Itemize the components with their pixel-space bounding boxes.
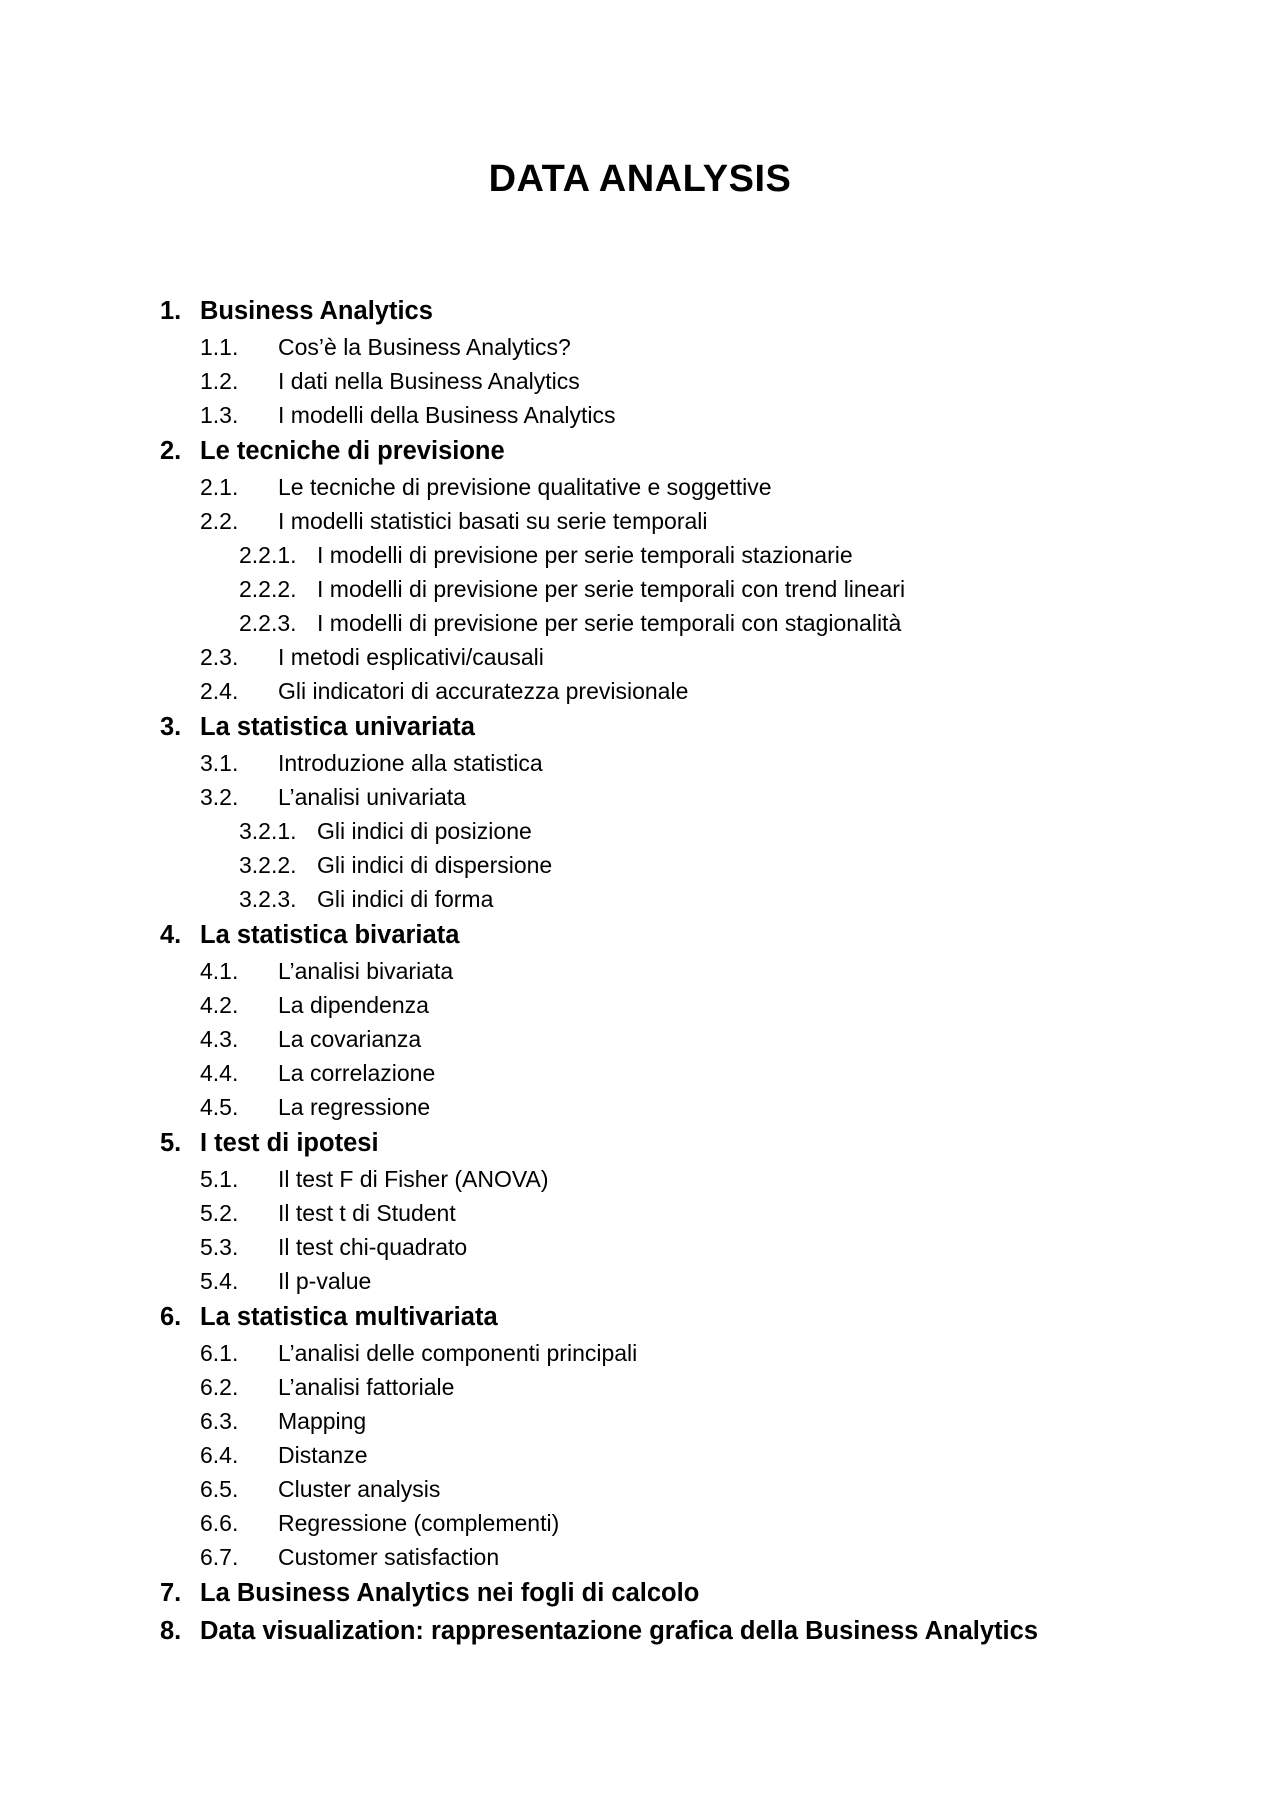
toc-section-number: 4.2. xyxy=(200,992,239,1018)
toc-subsection xyxy=(160,606,1200,640)
toc-section-title: L’analisi fattoriale xyxy=(278,1374,455,1400)
toc-section-number: 2.4. xyxy=(200,678,239,704)
toc-section-title: Customer satisfaction xyxy=(278,1544,500,1570)
toc-section-number: 6.3. xyxy=(200,1408,239,1434)
toc-section xyxy=(160,1196,1200,1230)
toc-section-number: 5.2. xyxy=(200,1200,239,1226)
toc-section xyxy=(160,1162,1200,1196)
toc-chapter-title: La statistica univariata xyxy=(200,713,475,741)
toc-section-title: Le tecniche di previsione qualitative e soggettive xyxy=(278,474,772,500)
toc-section xyxy=(160,746,1200,780)
toc-section xyxy=(160,1022,1200,1056)
toc-section-title: Regressione (complementi) xyxy=(278,1510,560,1536)
toc-section-title: L’analisi delle componenti principali xyxy=(278,1340,638,1366)
toc-section xyxy=(160,1370,1200,1404)
toc-chapter-number: 2. xyxy=(160,437,182,465)
toc-section-title: Cluster analysis xyxy=(278,1476,441,1502)
toc-chapter-title: Le tecniche di previsione xyxy=(200,437,505,465)
toc-subsection-number: 3.2.3. xyxy=(239,886,297,912)
toc-section xyxy=(160,674,1200,708)
toc-section-number: 1.3. xyxy=(200,402,239,428)
toc-subsection-title: Gli indici di dispersione xyxy=(317,852,553,878)
toc-section-number: 6.1. xyxy=(200,1340,239,1366)
toc-section-number: 6.7. xyxy=(200,1544,239,1570)
toc-section-title: Introduzione alla statistica xyxy=(278,750,543,776)
toc-section-title: Mapping xyxy=(278,1408,367,1434)
toc-section-number: 4.3. xyxy=(200,1026,239,1052)
toc-subsection xyxy=(160,814,1200,848)
toc-subsection-number: 3.2.1. xyxy=(239,818,297,844)
toc-subsection-number: 2.2.1. xyxy=(239,542,297,568)
table-of-contents xyxy=(160,292,1200,1650)
toc-section-number: 4.1. xyxy=(200,958,239,984)
toc-subsection-title: Gli indici di posizione xyxy=(317,818,532,844)
toc-chapter-number: 3. xyxy=(160,713,182,741)
toc-section xyxy=(160,1472,1200,1506)
toc-section-title: Il test chi-quadrato xyxy=(278,1234,468,1260)
toc-section xyxy=(160,1056,1200,1090)
toc-section-title: Il p-value xyxy=(278,1268,372,1294)
toc-section-number: 6.4. xyxy=(200,1442,239,1468)
toc-subsection-number: 2.2.3. xyxy=(239,610,297,636)
toc-section xyxy=(160,1438,1200,1472)
toc-section-title: I modelli statistici basati su serie temporali xyxy=(278,508,708,534)
toc-chapter-title: I test di ipotesi xyxy=(200,1129,379,1157)
toc-chapter xyxy=(160,1612,1200,1650)
toc-subsection-number: 3.2.2. xyxy=(239,852,297,878)
toc-section-number: 3.2. xyxy=(200,784,239,810)
toc-chapter-title: La statistica bivariata xyxy=(200,921,460,949)
toc-chapter-title: Business Analytics xyxy=(200,297,433,325)
toc-section-title: Il test t di Student xyxy=(278,1200,456,1226)
toc-section xyxy=(160,954,1200,988)
toc-section-title: I metodi esplicativi/causali xyxy=(278,644,544,670)
toc-chapter xyxy=(160,1124,1200,1162)
toc-chapter-title: La statistica multivariata xyxy=(200,1303,498,1331)
toc-section xyxy=(160,1230,1200,1264)
toc-section-title: Cos’è la Business Analytics? xyxy=(278,334,571,360)
toc-section-number: 3.1. xyxy=(200,750,239,776)
toc-section-title: Gli indicatori di accuratezza previsionale xyxy=(278,678,689,704)
toc-section-title: L’analisi univariata xyxy=(278,784,466,810)
toc-chapter xyxy=(160,292,1200,330)
toc-subsection-title: I modelli di previsione per serie temporali con stagionalità xyxy=(317,610,902,636)
toc-section-title: La covarianza xyxy=(278,1026,422,1052)
toc-subsection-number: 2.2.2. xyxy=(239,576,297,602)
toc-chapter xyxy=(160,1574,1200,1612)
toc-chapter xyxy=(160,1298,1200,1336)
toc-section-number: 5.4. xyxy=(200,1268,239,1294)
toc-section xyxy=(160,364,1200,398)
toc-chapter-number: 6. xyxy=(160,1303,182,1331)
toc-section-number: 6.2. xyxy=(200,1374,239,1400)
toc-section-number: 4.5. xyxy=(200,1094,239,1120)
toc-section xyxy=(160,780,1200,814)
toc-section-title: I modelli della Business Analytics xyxy=(278,402,616,428)
toc-chapter-title: La Business Analytics nei fogli di calcolo xyxy=(200,1579,700,1607)
toc-chapter-number: 1. xyxy=(160,297,182,325)
toc-subsection-title: I modelli di previsione per serie temporali con trend lineari xyxy=(317,576,906,602)
toc-section xyxy=(160,1336,1200,1370)
toc-chapter-number: 8. xyxy=(160,1617,182,1645)
toc-section xyxy=(160,1506,1200,1540)
toc-section-number: 5.1. xyxy=(200,1166,239,1192)
toc-chapter-number: 7. xyxy=(160,1579,182,1607)
toc-section-title: La regressione xyxy=(278,1094,431,1120)
toc-section xyxy=(160,640,1200,674)
toc-chapter xyxy=(160,708,1200,746)
toc-section-number: 1.2. xyxy=(200,368,239,394)
toc-section-title: La dipendenza xyxy=(278,992,429,1018)
toc-section xyxy=(160,1404,1200,1438)
toc-section-number: 1.1. xyxy=(200,334,239,360)
toc-section xyxy=(160,504,1200,538)
toc-section-title: La correlazione xyxy=(278,1060,436,1086)
toc-section xyxy=(160,1090,1200,1124)
toc-section-title: Il test F di Fisher (ANOVA) xyxy=(278,1166,549,1192)
toc-chapter-number: 4. xyxy=(160,921,182,949)
toc-section xyxy=(160,1540,1200,1574)
toc-subsection-title: I modelli di previsione per serie temporali stazionarie xyxy=(317,542,853,568)
toc-chapter xyxy=(160,916,1200,954)
toc-section xyxy=(160,398,1200,432)
toc-section-number: 2.3. xyxy=(200,644,239,670)
toc-section xyxy=(160,1264,1200,1298)
toc-section-number: 4.4. xyxy=(200,1060,239,1086)
page-title: DATA ANALYSIS xyxy=(488,158,792,200)
toc-section-number: 5.3. xyxy=(200,1234,239,1260)
toc-chapter-number: 5. xyxy=(160,1129,182,1157)
toc-subsection-title: Gli indici di forma xyxy=(317,886,494,912)
toc-section-title: Distanze xyxy=(278,1442,368,1468)
toc-section-number: 2.1. xyxy=(200,474,239,500)
toc-section xyxy=(160,470,1200,504)
toc-subsection xyxy=(160,882,1200,916)
toc-chapter-title: Data visualization: rappresentazione grafica della Business Analytics xyxy=(200,1617,1039,1645)
toc-subsection xyxy=(160,538,1200,572)
toc-section xyxy=(160,988,1200,1022)
toc-chapter xyxy=(160,432,1200,470)
toc-subsection xyxy=(160,848,1200,882)
toc-section-title: I dati nella Business Analytics xyxy=(278,368,580,394)
toc-section-number: 6.6. xyxy=(200,1510,239,1536)
toc-section xyxy=(160,330,1200,364)
toc-section-number: 2.2. xyxy=(200,508,239,534)
toc-section-number: 6.5. xyxy=(200,1476,239,1502)
toc-section-title: L’analisi bivariata xyxy=(278,958,454,984)
toc-subsection xyxy=(160,572,1200,606)
